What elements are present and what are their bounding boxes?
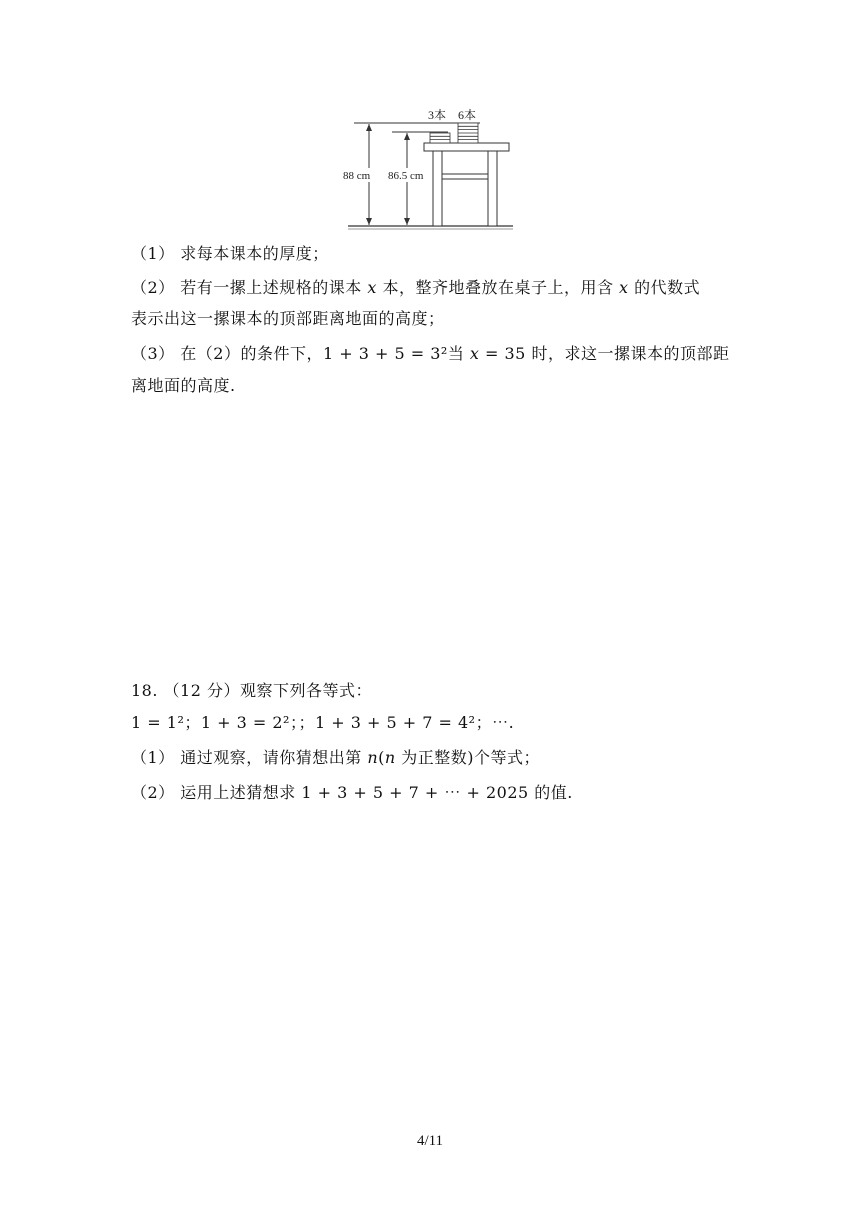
label-88cm: 88 cm — [343, 170, 371, 182]
q17-part3-line2: 离地面的高度. — [131, 376, 236, 395]
q18-title: 18. （12 分）观察下列各等式： — [131, 681, 372, 700]
q18-part2: （2） 运用上述猜想求 1 + 3 + 5 + 7 + ⋯ + 2025 的值. — [131, 783, 573, 802]
label-6-books: 6本 — [458, 108, 477, 122]
q17-part2-line2: 表示出这一摞课本的顶部距离地面的高度； — [131, 309, 445, 328]
textbook-table-figure — [338, 100, 518, 235]
page-number: 4/11 — [416, 1133, 444, 1149]
q17-part3-line1: （3） 在（2）的条件下，1 + 3 + 5 = 3²当 𝑥 = 35 时，求这一摞课本的顶部距 — [131, 344, 730, 363]
label-86-5cm: 86.5 cm — [388, 170, 424, 182]
q17-part2-line1: （2） 若有一摞上述规格的课本 𝑥 本，整齐地叠放在桌子上，用含 𝑥 的代数式 — [131, 278, 701, 297]
q17-part1: （1） 求每本课本的厚度； — [131, 244, 329, 263]
q18-equations: 1 = 1²；1 + 3 = 2²；；1 + 3 + 5 + 7 = 4²；⋯. — [131, 713, 515, 732]
q18-part1: （1） 通过观察，请你猜想出第 𝑛(𝑛 为正整数)个等式； — [131, 748, 541, 767]
label-3-books: 3本 — [428, 108, 447, 122]
